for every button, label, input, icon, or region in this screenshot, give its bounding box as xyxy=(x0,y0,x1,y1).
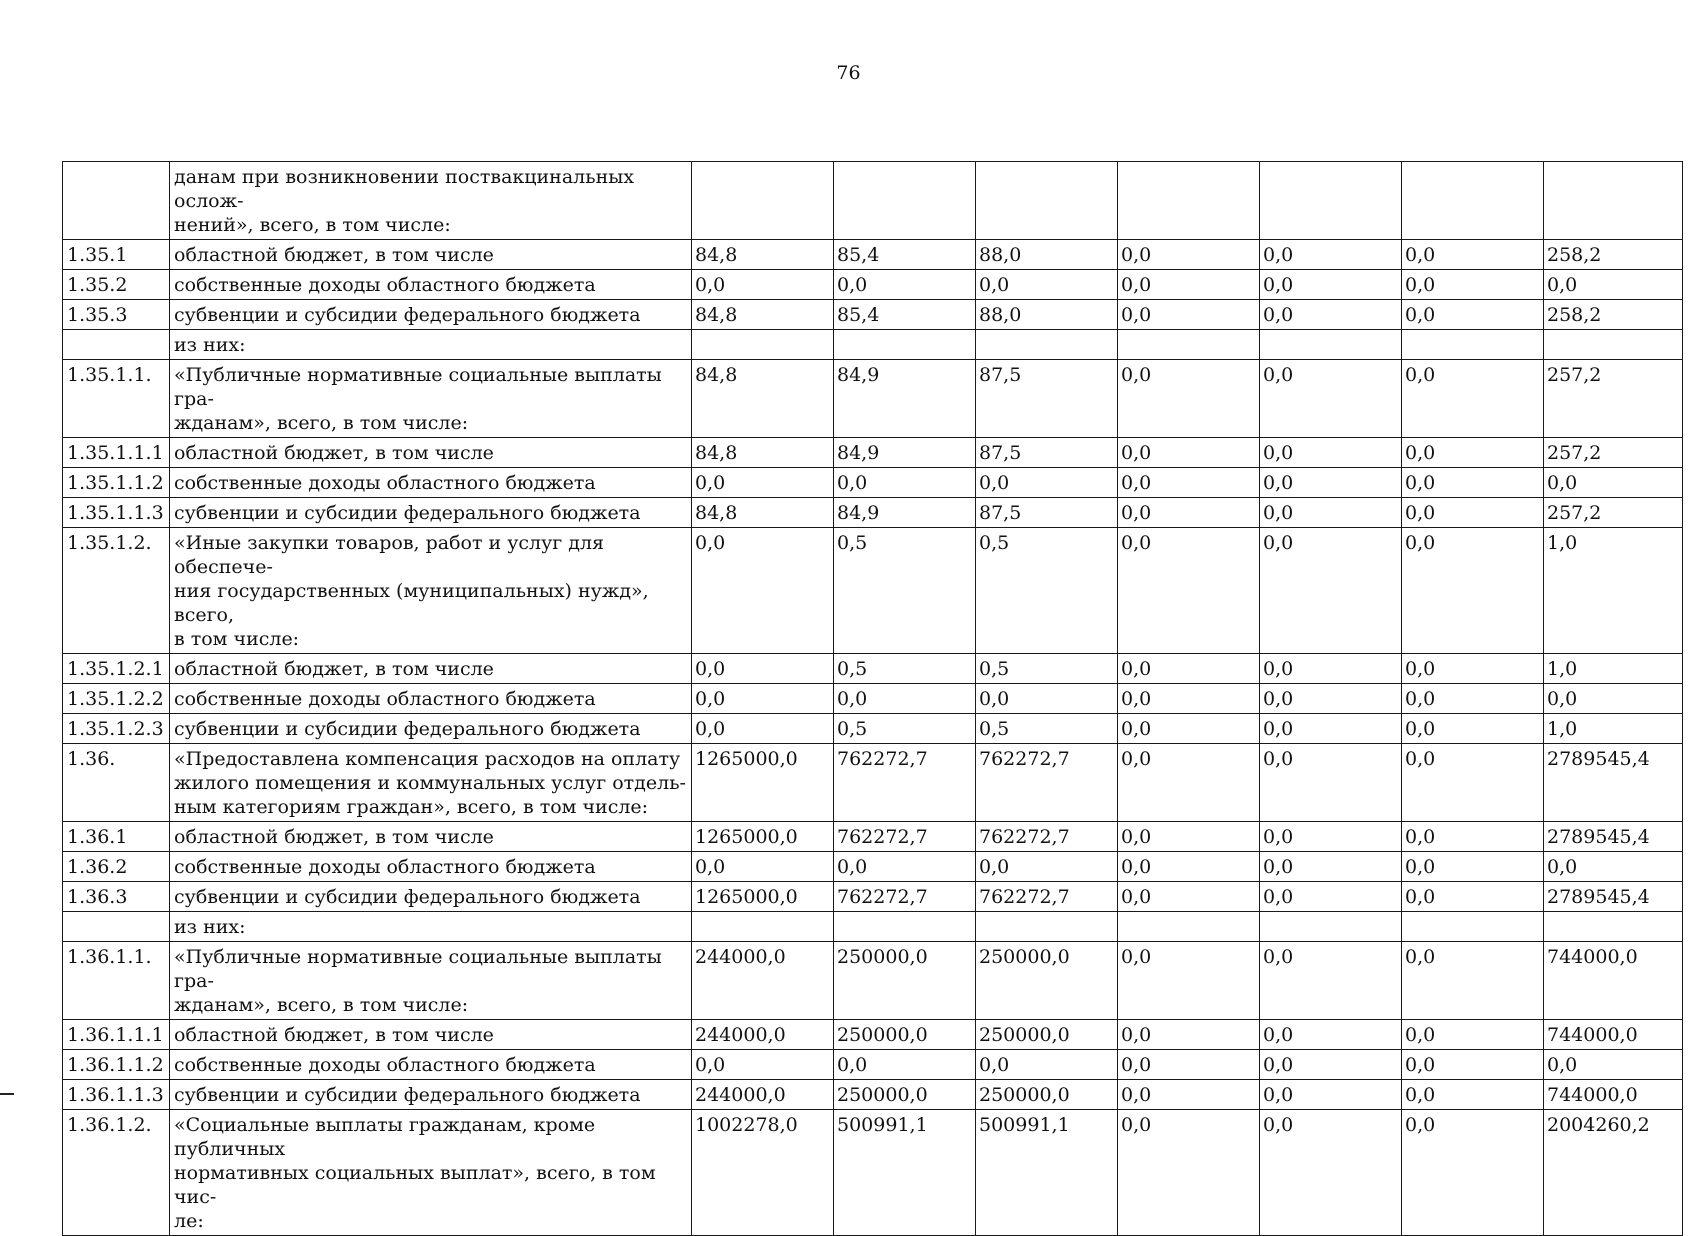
row-value-cell: 0,0 xyxy=(1260,270,1402,300)
row-value-cell: 0,0 xyxy=(1402,498,1544,528)
row-total-cell: 0,0 xyxy=(1544,1050,1683,1080)
row-name-cell: «Публичные нормативные социальные выплаты гра- жданам», всего, в том числе: xyxy=(170,360,692,438)
row-value-cell: 0,0 xyxy=(976,468,1118,498)
budget-table xyxy=(62,161,1683,1236)
table-row xyxy=(63,822,1683,852)
row-value-cell: 0,0 xyxy=(1118,744,1260,822)
row-total-cell: 0,0 xyxy=(1544,468,1683,498)
row-value-cell: 0,0 xyxy=(1402,1020,1544,1050)
table-row xyxy=(63,744,1683,822)
row-value-cell: 0,0 xyxy=(1402,654,1544,684)
row-value-cell: 250000,0 xyxy=(834,942,976,1020)
row-code-cell: 1.36.1.1.1 xyxy=(63,1020,170,1050)
row-value-cell: 0,0 xyxy=(1260,1080,1402,1110)
table-row xyxy=(63,498,1683,528)
row-value-cell: 0,0 xyxy=(1260,1020,1402,1050)
row-value-cell: 0,0 xyxy=(1118,1110,1260,1236)
row-value-cell: 762272,7 xyxy=(834,744,976,822)
row-value-cell xyxy=(976,330,1118,360)
row-total-cell: 257,2 xyxy=(1544,498,1683,528)
row-value-cell: 0,0 xyxy=(692,852,834,882)
row-value-cell xyxy=(692,330,834,360)
row-value-cell: 0,0 xyxy=(1118,360,1260,438)
row-code-cell: 1.36.1.1.2 xyxy=(63,1050,170,1080)
row-value-cell xyxy=(1260,330,1402,360)
row-name-cell: из них: xyxy=(170,912,692,942)
row-value-cell: 0,5 xyxy=(976,528,1118,654)
row-value-cell: 88,0 xyxy=(976,240,1118,270)
row-value-cell: 0,0 xyxy=(1118,654,1260,684)
row-value-cell: 0,0 xyxy=(976,684,1118,714)
row-value-cell xyxy=(1260,162,1402,240)
row-value-cell: 0,0 xyxy=(1118,498,1260,528)
row-total-cell: 257,2 xyxy=(1544,360,1683,438)
table-row xyxy=(63,1080,1683,1110)
row-value-cell: 0,0 xyxy=(692,714,834,744)
row-value-cell: 0,0 xyxy=(1118,270,1260,300)
row-code-cell: 1.35.1.2.2 xyxy=(63,684,170,714)
row-name-cell: областной бюджет, в том числе xyxy=(170,240,692,270)
row-value-cell: 1002278,0 xyxy=(692,1110,834,1236)
table-row xyxy=(63,468,1683,498)
row-total-cell: 258,2 xyxy=(1544,300,1683,330)
row-value-cell xyxy=(834,912,976,942)
row-value-cell: 762272,7 xyxy=(976,822,1118,852)
row-value-cell: 0,0 xyxy=(976,1050,1118,1080)
table-row xyxy=(63,1110,1683,1236)
row-name-cell: «Социальные выплаты гражданам, кроме публичных нормативных социальных выплат», всего, в том чис- ле: xyxy=(170,1110,692,1236)
row-value-cell: 0,0 xyxy=(1118,822,1260,852)
row-value-cell: 84,9 xyxy=(834,498,976,528)
row-total-cell: 257,2 xyxy=(1544,438,1683,468)
row-value-cell xyxy=(976,912,1118,942)
row-value-cell xyxy=(1118,162,1260,240)
row-value-cell: 0,0 xyxy=(1402,1050,1544,1080)
row-total-cell: 744000,0 xyxy=(1544,1020,1683,1050)
row-value-cell: 0,0 xyxy=(1402,1080,1544,1110)
row-value-cell: 1265000,0 xyxy=(692,822,834,852)
row-value-cell: 0,0 xyxy=(976,852,1118,882)
row-value-cell: 84,8 xyxy=(692,240,834,270)
row-name-cell: из них: xyxy=(170,330,692,360)
row-value-cell: 762272,7 xyxy=(834,822,976,852)
row-value-cell: 0,0 xyxy=(1118,528,1260,654)
row-value-cell: 0,0 xyxy=(976,270,1118,300)
row-value-cell: 0,0 xyxy=(1260,714,1402,744)
row-value-cell: 0,0 xyxy=(1118,438,1260,468)
row-value-cell: 0,0 xyxy=(1402,822,1544,852)
row-total-cell: 1,0 xyxy=(1544,714,1683,744)
row-name-cell: субвенции и субсидии федерального бюджета xyxy=(170,1080,692,1110)
row-name-cell: областной бюджет, в том числе xyxy=(170,438,692,468)
row-code-cell: 1.36.1.2. xyxy=(63,1110,170,1236)
row-value-cell xyxy=(692,162,834,240)
row-value-cell: 0,0 xyxy=(1402,300,1544,330)
row-value-cell: 1265000,0 xyxy=(692,882,834,912)
row-value-cell: 244000,0 xyxy=(692,942,834,1020)
table-row xyxy=(63,684,1683,714)
row-value-cell: 500991,1 xyxy=(976,1110,1118,1236)
row-value-cell xyxy=(1402,912,1544,942)
row-value-cell: 0,0 xyxy=(692,684,834,714)
row-value-cell: 0,0 xyxy=(834,468,976,498)
row-code-cell: 1.36.3 xyxy=(63,882,170,912)
table-row xyxy=(63,300,1683,330)
row-value-cell: 762272,7 xyxy=(976,882,1118,912)
row-value-cell: 0,0 xyxy=(1260,654,1402,684)
row-total-cell: 2789545,4 xyxy=(1544,822,1683,852)
row-value-cell: 0,0 xyxy=(1260,240,1402,270)
row-value-cell: 0,0 xyxy=(1402,438,1544,468)
row-value-cell xyxy=(1118,912,1260,942)
row-value-cell: 85,4 xyxy=(834,240,976,270)
row-value-cell: 250000,0 xyxy=(976,1080,1118,1110)
row-value-cell: 0,5 xyxy=(834,654,976,684)
row-value-cell: 250000,0 xyxy=(834,1080,976,1110)
row-value-cell: 0,0 xyxy=(1118,468,1260,498)
row-code-cell: 1.36.1.1. xyxy=(63,942,170,1020)
row-name-cell: собственные доходы областного бюджета xyxy=(170,468,692,498)
row-code-cell: 1.35.1.1.2 xyxy=(63,468,170,498)
row-value-cell: 0,0 xyxy=(1118,1020,1260,1050)
row-total-cell: 2004260,2 xyxy=(1544,1110,1683,1236)
row-value-cell: 0,0 xyxy=(1260,942,1402,1020)
row-name-cell: областной бюджет, в том числе xyxy=(170,1020,692,1050)
row-value-cell: 500991,1 xyxy=(834,1110,976,1236)
row-value-cell: 0,0 xyxy=(1118,852,1260,882)
row-value-cell: 0,0 xyxy=(1402,852,1544,882)
row-value-cell: 0,0 xyxy=(1402,1110,1544,1236)
table-row xyxy=(63,270,1683,300)
table-row xyxy=(63,882,1683,912)
row-value-cell: 87,5 xyxy=(976,498,1118,528)
row-value-cell: 0,0 xyxy=(1260,744,1402,822)
table-row xyxy=(63,852,1683,882)
row-code-cell: 1.36. xyxy=(63,744,170,822)
row-value-cell: 0,0 xyxy=(1260,852,1402,882)
row-value-cell: 0,0 xyxy=(834,270,976,300)
row-value-cell: 0,0 xyxy=(1260,438,1402,468)
row-value-cell: 0,0 xyxy=(1402,744,1544,822)
row-value-cell: 0,0 xyxy=(1260,882,1402,912)
row-value-cell xyxy=(1260,912,1402,942)
row-code-cell: 1.35.1.1.1 xyxy=(63,438,170,468)
row-name-cell: «Предоставлена компенсация расходов на оплату жилого помещения и коммунальных услуг отдель- ным категориям граждан», всего, в том числе: xyxy=(170,744,692,822)
row-value-cell: 88,0 xyxy=(976,300,1118,330)
row-value-cell: 0,0 xyxy=(692,270,834,300)
row-value-cell: 84,9 xyxy=(834,360,976,438)
row-total-cell xyxy=(1544,912,1683,942)
row-value-cell: 0,0 xyxy=(1402,882,1544,912)
row-value-cell: 0,0 xyxy=(1402,684,1544,714)
row-name-cell: субвенции и субсидии федерального бюджета xyxy=(170,882,692,912)
row-value-cell: 84,8 xyxy=(692,498,834,528)
row-value-cell: 0,0 xyxy=(1260,684,1402,714)
row-code-cell: 1.35.1.2.3 xyxy=(63,714,170,744)
row-value-cell: 84,8 xyxy=(692,438,834,468)
row-value-cell: 0,0 xyxy=(834,852,976,882)
row-code-cell: 1.35.1 xyxy=(63,240,170,270)
row-code-cell: 1.35.1.1. xyxy=(63,360,170,438)
row-name-cell: данам при возникновении поствакцинальных ослож- нений», всего, в том числе: xyxy=(170,162,692,240)
table-row xyxy=(63,654,1683,684)
row-code-cell: 1.36.2 xyxy=(63,852,170,882)
row-value-cell: 0,0 xyxy=(1402,714,1544,744)
row-value-cell: 762272,7 xyxy=(976,744,1118,822)
row-value-cell: 0,0 xyxy=(1118,684,1260,714)
row-code-cell xyxy=(63,912,170,942)
row-value-cell: 0,0 xyxy=(692,468,834,498)
row-value-cell: 0,0 xyxy=(1118,1050,1260,1080)
row-name-cell: «Публичные нормативные социальные выплаты гра- жданам», всего, в том числе: xyxy=(170,942,692,1020)
row-name-cell: областной бюджет, в том числе xyxy=(170,822,692,852)
row-value-cell: 0,5 xyxy=(976,714,1118,744)
table-row xyxy=(63,714,1683,744)
row-total-cell: 0,0 xyxy=(1544,852,1683,882)
row-value-cell: 0,0 xyxy=(1118,714,1260,744)
row-value-cell: 244000,0 xyxy=(692,1020,834,1050)
row-value-cell: 0,0 xyxy=(692,1050,834,1080)
row-value-cell: 0,0 xyxy=(1118,1080,1260,1110)
row-code-cell: 1.36.1 xyxy=(63,822,170,852)
row-value-cell: 0,0 xyxy=(1260,528,1402,654)
row-total-cell: 0,0 xyxy=(1544,270,1683,300)
row-value-cell: 762272,7 xyxy=(834,882,976,912)
row-value-cell: 1265000,0 xyxy=(692,744,834,822)
table-row xyxy=(63,330,1683,360)
row-total-cell: 744000,0 xyxy=(1544,942,1683,1020)
row-value-cell: 85,4 xyxy=(834,300,976,330)
row-value-cell: 0,0 xyxy=(1402,528,1544,654)
table-row xyxy=(63,528,1683,654)
row-total-cell: 1,0 xyxy=(1544,654,1683,684)
row-code-cell: 1.35.1.2. xyxy=(63,528,170,654)
row-value-cell: 0,0 xyxy=(1260,822,1402,852)
row-value-cell: 0,5 xyxy=(834,714,976,744)
row-total-cell: 0,0 xyxy=(1544,684,1683,714)
row-value-cell: 87,5 xyxy=(976,438,1118,468)
row-value-cell: 0,0 xyxy=(1118,240,1260,270)
row-total-cell: 2789545,4 xyxy=(1544,882,1683,912)
row-value-cell: 0,0 xyxy=(692,654,834,684)
table-row xyxy=(63,1020,1683,1050)
row-value-cell: 244000,0 xyxy=(692,1080,834,1110)
row-code-cell xyxy=(63,162,170,240)
table-body xyxy=(63,162,1683,1236)
row-name-cell: собственные доходы областного бюджета xyxy=(170,270,692,300)
row-code-cell: 1.35.2 xyxy=(63,270,170,300)
row-value-cell: 0,0 xyxy=(1260,468,1402,498)
row-value-cell: 0,5 xyxy=(834,528,976,654)
row-value-cell: 0,0 xyxy=(1402,270,1544,300)
page-number: 76 xyxy=(836,62,861,84)
row-value-cell: 0,0 xyxy=(1118,882,1260,912)
row-value-cell: 84,8 xyxy=(692,300,834,330)
margin-mark xyxy=(0,1093,14,1095)
row-value-cell xyxy=(976,162,1118,240)
row-value-cell: 0,0 xyxy=(834,684,976,714)
row-value-cell: 250000,0 xyxy=(976,1020,1118,1050)
row-name-cell: «Иные закупки товаров, работ и услуг для обеспече- ния государственных (муниципальных) нужд», всего, в том числе: xyxy=(170,528,692,654)
row-value-cell: 87,5 xyxy=(976,360,1118,438)
row-value-cell: 0,0 xyxy=(1402,360,1544,438)
row-value-cell: 0,5 xyxy=(976,654,1118,684)
row-value-cell: 0,0 xyxy=(1260,498,1402,528)
row-value-cell: 0,0 xyxy=(1118,300,1260,330)
row-value-cell: 84,8 xyxy=(692,360,834,438)
row-code-cell xyxy=(63,330,170,360)
row-value-cell: 0,0 xyxy=(1402,240,1544,270)
row-value-cell: 0,0 xyxy=(692,528,834,654)
row-total-cell xyxy=(1544,162,1683,240)
row-value-cell xyxy=(834,330,976,360)
row-value-cell xyxy=(834,162,976,240)
row-code-cell: 1.35.1.2.1 xyxy=(63,654,170,684)
row-total-cell: 1,0 xyxy=(1544,528,1683,654)
table-row xyxy=(63,912,1683,942)
table-row xyxy=(63,240,1683,270)
row-name-cell: собственные доходы областного бюджета xyxy=(170,852,692,882)
row-value-cell: 84,9 xyxy=(834,438,976,468)
row-name-cell: собственные доходы областного бюджета xyxy=(170,1050,692,1080)
row-value-cell: 250000,0 xyxy=(834,1020,976,1050)
row-value-cell xyxy=(1402,330,1544,360)
row-value-cell xyxy=(692,912,834,942)
row-value-cell: 0,0 xyxy=(1260,1110,1402,1236)
row-code-cell: 1.35.3 xyxy=(63,300,170,330)
row-total-cell: 258,2 xyxy=(1544,240,1683,270)
row-total-cell xyxy=(1544,330,1683,360)
row-name-cell: субвенции и субсидии федерального бюджета xyxy=(170,300,692,330)
row-value-cell: 0,0 xyxy=(1260,300,1402,330)
row-code-cell: 1.35.1.1.3 xyxy=(63,498,170,528)
table-row xyxy=(63,1050,1683,1080)
row-value-cell: 0,0 xyxy=(1402,942,1544,1020)
row-value-cell: 0,0 xyxy=(1260,360,1402,438)
table-row xyxy=(63,360,1683,438)
row-value-cell xyxy=(1118,330,1260,360)
row-name-cell: субвенции и субсидии федерального бюджета xyxy=(170,498,692,528)
table-row xyxy=(63,438,1683,468)
row-name-cell: собственные доходы областного бюджета xyxy=(170,684,692,714)
row-value-cell: 0,0 xyxy=(1118,942,1260,1020)
row-value-cell: 0,0 xyxy=(1260,1050,1402,1080)
row-name-cell: областной бюджет, в том числе xyxy=(170,654,692,684)
row-total-cell: 744000,0 xyxy=(1544,1080,1683,1110)
row-value-cell xyxy=(1402,162,1544,240)
table-row xyxy=(63,162,1683,240)
row-total-cell: 2789545,4 xyxy=(1544,744,1683,822)
row-value-cell: 0,0 xyxy=(834,1050,976,1080)
row-value-cell: 0,0 xyxy=(1402,468,1544,498)
table-row xyxy=(63,942,1683,1020)
row-value-cell: 250000,0 xyxy=(976,942,1118,1020)
row-name-cell: субвенции и субсидии федерального бюджета xyxy=(170,714,692,744)
row-code-cell: 1.36.1.1.3 xyxy=(63,1080,170,1110)
